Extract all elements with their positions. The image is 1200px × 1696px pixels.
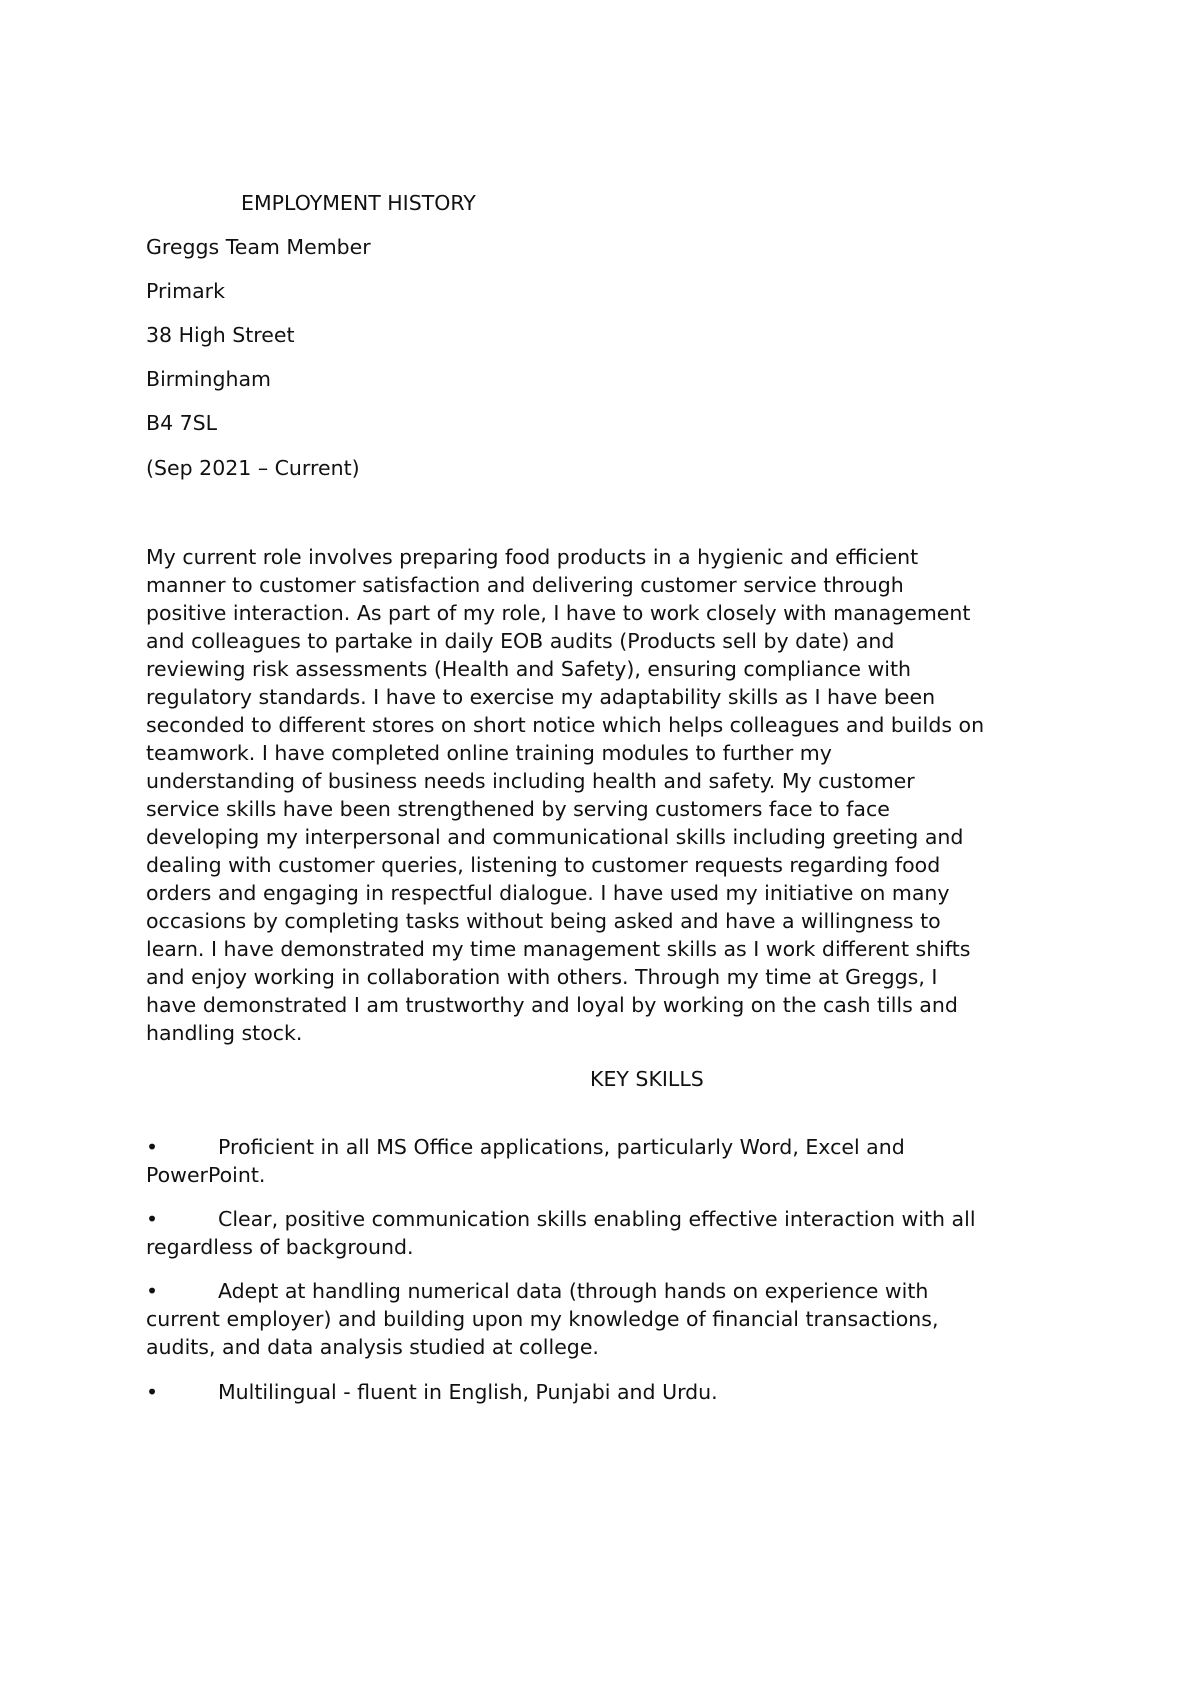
skill-item [146,1133,1086,1189]
description-line: dealing with customer queries, listening to customer requests regarding food [146,853,941,877]
skill-item [146,1378,1086,1406]
description-line: regulatory standards. I have to exercise my adaptability skills as I have been [146,685,936,709]
description-line: understanding of business needs including health and safety. My customer [146,769,915,793]
description-line: and enjoy working in collaboration with others. Through my time at Greggs, I [146,965,938,989]
description-line: learn. I have demonstrated my time management skills as I work different shifts [146,937,971,961]
bullet-icon: • [146,1279,159,1303]
skill-text: Proficient in all MS Office applications, particularly Word, Excel and [218,1135,905,1159]
description-line: My current role involves preparing food products in a hygienic and efficient [146,545,919,569]
description-line: manner to customer satisfaction and delivering customer service through [146,573,904,597]
employer-street: 38 High Street [146,323,295,347]
employer-postcode: B4 7SL [146,411,218,435]
description-line: service skills have been strengthened by serving customers face to face [146,797,890,821]
employer-name: Primark [146,279,225,303]
bullet-icon: • [146,1135,159,1159]
skill-text-continued: current employer) and building upon my knowledge of financial transactions, [146,1307,939,1331]
description-line: have demonstrated I am trustworthy and loyal by working on the cash tills and [146,993,958,1017]
skill-text: Multilingual - fluent in English, Punjabi and Urdu. [218,1380,718,1404]
skill-item [146,1205,1086,1261]
bullet-icon: • [146,1380,159,1404]
description-line: reviewing risk assessments (Health and Safety), ensuring compliance with [146,657,911,681]
skill-text: Adept at handling numerical data (through hands on experience with [218,1279,929,1303]
description-line: occasions by completing tasks without being asked and have a willingness to [146,909,941,933]
description-line: developing my interpersonal and communicational skills including greeting and [146,825,964,849]
description-line: seconded to different stores on short notice which helps colleagues and builds on [146,713,985,737]
bullet-icon: • [146,1207,159,1231]
description-line: teamwork. I have completed online training modules to further my [146,741,832,765]
key-skills-heading: KEY SKILLS [590,1067,704,1091]
skill-text-continued: regardless of background. [146,1235,414,1259]
employer-city: Birmingham [146,367,272,391]
skill-text-continued: PowerPoint. [146,1163,266,1187]
description-line: handling stock. [146,1021,303,1045]
role-description [146,543,1086,1047]
description-line: and colleagues to partake in daily EOB audits (Products sell by date) and [146,629,895,653]
job-title: Greggs Team Member [146,235,371,259]
skill-text: Clear, positive communication skills enabling effective interaction with all [218,1207,976,1231]
skill-text-continued: audits, and data analysis studied at college. [146,1335,599,1359]
employment-history-heading: EMPLOYMENT HISTORY [241,191,476,215]
description-line: positive interaction. As part of my role, I have to work closely with management [146,601,971,625]
description-line: orders and engaging in respectful dialogue. I have used my initiative on many [146,881,950,905]
skill-item [146,1277,1086,1361]
employment-dates: (Sep 2021 – Current) [146,456,360,480]
